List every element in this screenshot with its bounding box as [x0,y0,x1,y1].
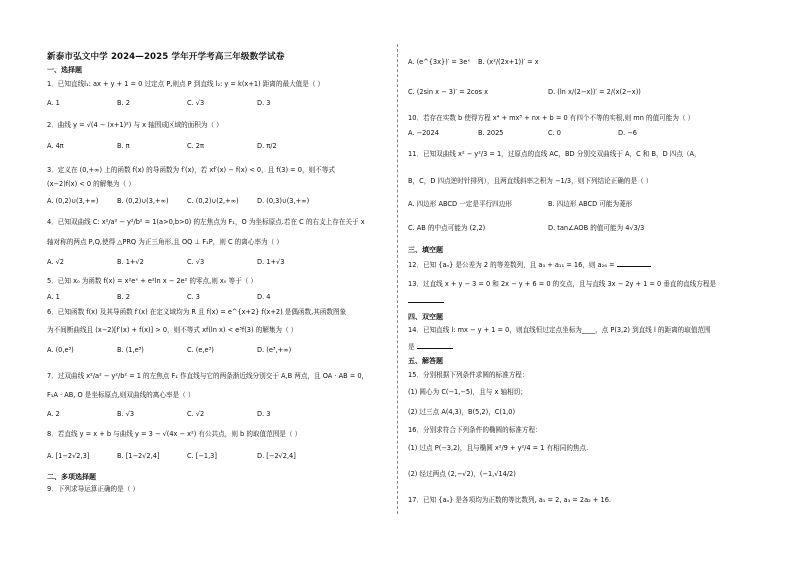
question-6-line-1: 6．已知函数 f(x) 及其导函数 f′(x) 在定义域均为 R 且 f(x) = e^{x+2} f(x+2) 是偶函数,其函数图象 [47,308,347,316]
question-2: 2．曲线 y = √(4 − (x+1)²) 与 x 轴围成区域的面积为（ ） [47,121,223,129]
q2-option-c: C. 2π [187,142,204,150]
question-5: 5．已知 x₀ 为函数 f(x) = x²eˣ + e²ln x − 2e² 的零点,则 x₀ 等于（ ） [47,277,258,285]
question-15-part-2: (2) 过三点 A(4,3)，B(5,2)，C(1,0) [408,408,516,416]
q3-option-d: D. (0,3)∪(3,+∞) [257,197,310,205]
q5-option-d: D. 4 [257,293,271,301]
question-8: 8．若直线 y = x + b 与曲线 y = 3 − √(4x − x²) 有公共点，则 b 的取值范围是（ ） [47,430,302,438]
section-heading-choice: 一、选择题 [47,66,82,74]
question-4-line-2: 轴对称的两点 P,Q,使得 △PRQ 为正三角形,且 OQ ⊥ F₁P，则 C 的离心率为（ ） [47,238,283,246]
q9-option-d: D. (ln x/(2−x))′ = 2/(x(2−x)) [548,88,641,96]
q11-option-a: A. 四边形 ABCD 一定是平行四边形 [408,200,512,208]
q4-option-c: C. √3 [187,258,205,266]
q11-option-c: C. AB 的中点可能为 (2,2) [408,224,486,232]
q6-option-d: D. (e³,+∞) [257,346,292,354]
question-17: 17．已知 {aₙ} 是各项均为正数的等比数列, a₁ = 2, a₃ = 2a₂ + 16. [408,496,612,504]
question-3-line-2: (x−2)f(x) < 0 的解集为（ ） [47,180,135,188]
q14-answer-blank[interactable] [417,342,453,349]
q6-option-a: A. (0,e³) [47,346,74,354]
question-16-part-1: (1) 过点 P(−3,2)，且与椭圆 x²/9 + y²/4 = 1 有相同的焦点. [408,444,589,452]
question-10: 10．若存在实数 b 使得方程 x⁴ + mx³ + nx + b = 0 有四个不等的实根,则 mn 的值可能为（ ） [408,114,695,122]
question-14-text-2: 是 [408,343,415,351]
q13-answer-line [408,296,444,305]
q6-option-c: C. (e,e³) [187,346,214,354]
q13-answer-blank[interactable] [408,296,444,303]
q11-option-b: B. 四边形 ABCD 可能为菱形 [548,200,633,208]
q8-option-d: D. [−2√2,4] [257,452,296,460]
section-heading-answer: 五、解答题 [408,357,443,365]
q3-option-a: A. (0,2)∪(3,+∞) [47,197,99,205]
section-heading-fill-blank: 三、填空题 [408,246,443,254]
q12-answer-blank[interactable] [617,260,651,267]
question-14-line-2 [408,342,453,351]
question-16: 16．分别求符合下列条件的椭圆的标准方程： [408,426,542,434]
q3-option-b: B. (0,2)∪(3,+∞) [117,197,169,205]
q7-option-d: D. 3 [257,410,271,418]
question-14: 14．已知直线 l: mx − y + 1 = 0，则直线恒过定点坐标为____，点 P(3,2) 到直线 l 的距离的取值范围 [408,326,711,334]
question-12-text: 12．已知 {aₙ} 是公差为 2 的等差数列，且 a₃ + a₁₁ = 16，则 a₂₆ = [408,261,615,269]
q1-option-c: C. √3 [187,99,205,107]
question-7-line-2: F₁A · AB, O 是坐标原点,则双曲线的离心率是（ ） [47,391,195,399]
q9-option-c: C. (2sin x − 3)′ = 2cos x [408,88,488,96]
question-12 [408,260,651,269]
q9-option-b: B. (x²/(2x+1))′ = x [478,58,539,66]
column-divider [397,44,398,514]
section-heading-double-blank: 四、双空题 [408,313,443,321]
q1-option-a: A. 1 [47,99,60,107]
q5-option-b: B. 2 [117,293,130,301]
section-heading-multi-choice: 二、多项选择题 [47,473,96,481]
q11-option-d: D. tan∠AOB 的值可能为 4√3/3 [548,224,645,232]
question-9: 9．下列求导运算正确的是（ ） [47,485,140,493]
q4-option-d: D. 1+√3 [257,258,285,266]
q10-option-a: A. −2024 [408,129,439,137]
q7-option-b: B. √3 [117,410,135,418]
q4-option-b: B. 1+√2 [117,258,144,266]
question-7-line-1: 7．过双曲线 x²/a² − y²/b² = 1 的左焦点 F₁ 作直线与它的两条渐近线分别交于 A,B 两点，且 OA · AB = 0， [47,372,369,380]
question-13: 13．过直线 x + y − 3 = 0 和 2x − y + 6 = 0 的交点，且与直线 3x − 2y + 1 = 0 垂直的直线方程是 [408,280,717,288]
q1-option-d: D. 3 [257,99,271,107]
question-1: 1．已知直线l₁: ax + y + 1 = 0 过定点 P,则点 P 到直线 l₂: y = k(x+1) 距离的最大值是（ ） [47,80,325,88]
question-11-line-1: 11．已知双曲线 x² − y²/3 = 1，过原点的直线 AC，BD 分别交双曲线于 A，C 和 B，D 四点（A， [408,150,701,158]
question-4-line-1: 4．已知双曲线 C: x²/a² − y²/b² = 1(a>0,b>0) 的左焦点为 F₁，O 为坐标原点.若在 C 的右支上存在关于 x [47,218,365,226]
q10-option-b: B. 2025 [478,129,504,137]
question-16-part-2: (2) 经过两点 (2,−√2)，(−1,√14/2) [408,470,516,478]
q5-option-c: C. 3 [187,293,200,301]
q9-option-a: A. (e^{3x})′ = 3eˣ [408,58,471,66]
q10-option-d: D. −6 [618,129,637,137]
q2-option-a: A. 4π [47,142,64,150]
question-15-part-1: (1) 圆心为 C(−1,−5)，且与 x 轴相切； [408,388,527,396]
q8-option-b: B. [1−2√2,4] [117,452,160,460]
q8-option-a: A. [1−2√2,3] [47,452,90,460]
q7-option-a: A. 2 [47,410,60,418]
q5-option-a: A. 1 [47,293,60,301]
q2-option-d: D. π/2 [257,142,277,150]
q10-option-c: C. 0 [548,129,561,137]
question-15: 15．分别根据下列条件求圆的标准方程： [408,371,529,379]
question-6-line-2: 为不间断曲线且 (x−2)[f′(x) + f(x)] > 0，则不等式 xf(ln x) < e³f(3) 的解集为（ ） [47,326,298,334]
q6-option-b: B. (1,e³) [117,346,144,354]
q2-option-b: B. π [117,142,130,150]
q4-option-a: A. √2 [47,258,64,266]
q3-option-c: C. (0,2)∪(2,+∞) [187,197,239,205]
question-3-line-1: 3．定义在 (0,+∞) 上的函数 f(x) 的导函数为 f′(x)，若 xf′(x) − f(x) < 0，且 f(3) = 0，则不等式 [47,166,335,174]
q8-option-c: C. [−1,3] [187,452,217,460]
question-11-line-2: B，C，D 四点逆时针排列），且两直线斜率之积为 −1/3，则下列结论正确的是（ ） [408,177,653,185]
exam-title: 新泰市弘文中学 2024—2025 学年开学考高三年级数学试卷 [47,52,285,62]
q7-option-c: C. √2 [187,410,205,418]
q1-option-b: B. 2 [117,99,130,107]
